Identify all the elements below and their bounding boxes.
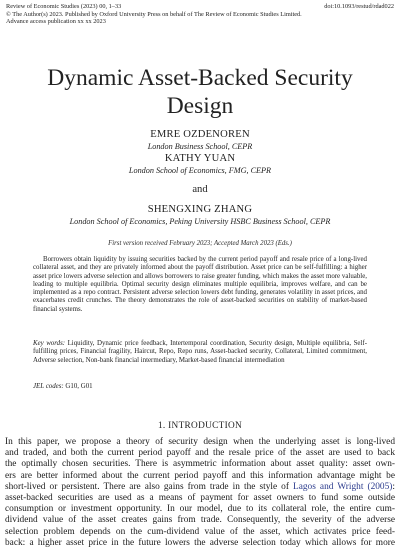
author-affiliation: London School of Economics, FMG, CEPR bbox=[128, 166, 272, 175]
body-line-text: and traded, and both the current period payoff and the resale price of the asset are used to back bbox=[5, 448, 395, 459]
section-heading: 1. INTRODUCTION bbox=[157, 421, 243, 431]
body-line bbox=[5, 482, 395, 493]
author-affiliation: London Business School, CEPR bbox=[147, 142, 253, 151]
author-block bbox=[0, 128, 400, 227]
body-line-text: selection problem depends on the cum-dividend value of the asset, which activates price feed- bbox=[5, 526, 395, 537]
introduction-body bbox=[5, 437, 395, 549]
paper-title bbox=[0, 64, 400, 120]
body-line bbox=[5, 538, 395, 549]
journal-citation: Review of Economic Studies (2023) 00, 1–33 bbox=[6, 3, 122, 10]
body-line-text: asset-backed securities are used as a means of payment for asset owners to fund some outside bbox=[5, 492, 395, 503]
jel-label: JEL codes: bbox=[33, 383, 64, 390]
body-line bbox=[5, 527, 395, 538]
citation-link[interactable]: Lagos and Wright (2005) bbox=[293, 481, 393, 492]
body-line-text: In this paper, we propose a theory of security design when the underlying asset is long-lived bbox=[5, 437, 395, 447]
advance-access-note: Advance access publication xx xx 2023 bbox=[6, 18, 106, 26]
body-line-text: dividend value of the asset creates gains from trade. Consequently, the severity of the adverse bbox=[5, 515, 395, 526]
body-line-text: : bbox=[392, 481, 395, 492]
body-line bbox=[5, 448, 395, 459]
running-header bbox=[6, 3, 394, 26]
author-name: EMRE OZDENOREN bbox=[150, 129, 250, 140]
body-line-text: short-lived or persistent. There are also gains from trade in the style of bbox=[5, 481, 294, 492]
author-conjunction: and bbox=[192, 184, 208, 195]
jel-codes bbox=[33, 383, 367, 390]
body-line bbox=[5, 437, 395, 448]
copyright-notice: © The Author(s) 2023. Published by Oxford University Press on behalf of The Review of Economic Studies Limited. bbox=[6, 10, 302, 18]
keywords bbox=[33, 340, 367, 365]
body-line bbox=[5, 459, 395, 470]
body-line-text: back: a higher asset price in the future lowers the adverse selection today which allows for more bbox=[5, 537, 395, 548]
author-name: KATHY YUAN bbox=[164, 153, 236, 164]
received-accepted-dates: First version received February 2023; Accepted March 2023 (Eds.) bbox=[108, 240, 292, 247]
body-line bbox=[5, 493, 395, 504]
author-affiliation: London School of Economics, Peking University HSBC Business School, CEPR bbox=[69, 217, 331, 226]
keywords-text: Liquidity, Dynamic price feedback, Intertemporal coordination, Security design, Multiple equilibria, Self-fulfilling prices, Financial fragility, Haircut, Repo, Repo runs, Asset-backed security, Collateral, Limited commitment, Adverse selection, Non-bank financial intermediary, Market-based financial intermediation bbox=[33, 340, 367, 364]
keywords-label: Key words: bbox=[33, 340, 66, 347]
title-line-2: Design bbox=[166, 93, 234, 119]
body-line bbox=[5, 471, 395, 482]
body-line-text: ers are better informed about the current period payoff and this information advantage might be bbox=[5, 470, 395, 481]
abstract: Borrowers obtain liquidity by issuing securities backed by the current period payoff and resale price of a long-lived collateral asset, and they are privately informed about the payoff distribution. Asset price can be self-fulfilling: a higher asset price lowers adverse selection and allows borrowers to raise greater funding, which makes the asset more valuable, leading to multiple equilibria. Optimal security design eliminates multiple equilibria, improves welfare, and can be implemented as a repo contract. Persistent adverse selection lowers debt funding, generates volatility in asset prices, and exacerbates credit crunches. The theory demonstrates the role of asset-backed securities on stability of market-based financial systems. bbox=[33, 256, 367, 313]
doi[interactable]: doi:10.1093/restud/rdad022 bbox=[324, 3, 394, 10]
title-line-1: Dynamic Asset-Backed Security bbox=[47, 65, 353, 91]
author-name: SHENGXING ZHANG bbox=[147, 204, 253, 215]
body-line bbox=[5, 515, 395, 526]
body-line-text: consumption or investment opportunity. In our model, due to its collateral role, the entire cum- bbox=[5, 504, 395, 515]
jel-text: G10, G01 bbox=[65, 383, 93, 390]
body-line-text: the optimally chosen securities. There is asymmetric information about asset quality: asset own- bbox=[5, 459, 395, 470]
body-line bbox=[5, 504, 395, 515]
